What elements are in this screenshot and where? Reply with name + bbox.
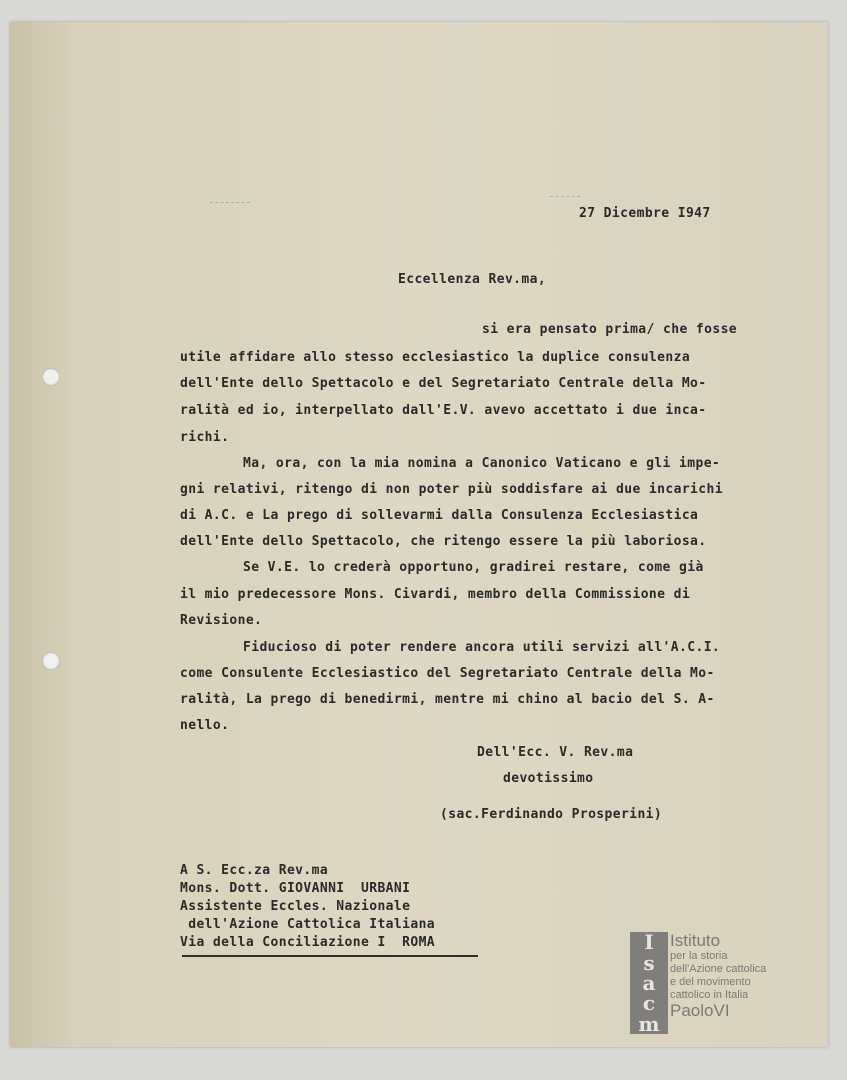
body-line: di A.C. e La prego di sollevarmi dalla Consulenza Ecclesiastica	[180, 508, 699, 523]
letter-date: 27 Dicembre I947	[579, 206, 711, 221]
body-line: ralità, La prego di benedirmi, mentre mi chino al bacio del S. A-	[180, 692, 715, 707]
closing-line: devotissimo	[503, 771, 594, 786]
body-line: Se V.E. lo crederà opportuno, gradirei restare, come già	[243, 560, 704, 575]
logo-line: Istituto	[670, 931, 721, 950]
body-line: dell'Ente dello Spettacolo, che ritengo essere la più laboriosa.	[180, 534, 707, 549]
logo-letter: a	[642, 970, 656, 995]
institute-logo	[630, 932, 780, 1036]
faint-mark-right	[550, 196, 580, 198]
address-line: Mons. Dott. GIOVANNI URBANI	[180, 881, 411, 896]
logo-letter: m	[638, 1011, 660, 1036]
address-line: A S. Ecc.za Rev.ma	[180, 863, 329, 878]
address-line: Assistente Eccles. Nazionale	[180, 899, 411, 914]
body-line: nello.	[180, 718, 230, 733]
faint-mark-left	[210, 202, 250, 204]
body-line: si era pensato prima/ che fosse	[482, 322, 738, 337]
salutation: Eccellenza Rev.ma,	[398, 272, 547, 287]
address-line: dell'Azione Cattolica Italiana	[180, 917, 436, 932]
address-line: Via della Conciliazione I ROMA	[180, 935, 436, 950]
body-line: Revisione.	[180, 613, 263, 628]
body-line: Fiducioso di poter rendere ancora utili servizi all'A.C.I.	[243, 640, 721, 655]
logo-line: per la storia	[670, 950, 728, 962]
body-line: il mio predecessore Mons. Civardi, membro della Commissione di	[180, 587, 691, 602]
signature: (sac.Ferdinando Prosperini)	[440, 807, 663, 822]
logo-line: cattolico in Italia	[670, 989, 749, 1001]
logo-wordmark	[670, 932, 780, 1020]
body-line: richi.	[180, 430, 230, 445]
logo-line: PaoloVI	[670, 1001, 730, 1020]
logo-monogram	[630, 932, 668, 1034]
punch-hole-top	[42, 368, 60, 386]
body-line: come Consulente Ecclesiastico del Segretariato Centrale della Mo-	[180, 666, 715, 681]
address-underline	[182, 955, 478, 957]
closing-line: Dell'Ecc. V. Rev.ma	[477, 745, 634, 760]
punch-hole-bottom	[42, 652, 60, 670]
logo-letter: I	[644, 930, 654, 955]
body-line: Ma, ora, con la mia nomina a Canonico Vaticano e gli impe-	[243, 456, 721, 471]
body-line: ralità ed io, interpellato dall'E.V. avevo accettato i due inca-	[180, 403, 707, 418]
body-line: utile affidare allo stesso ecclesiastico la duplice consulenza	[180, 350, 691, 365]
logo-line: e del movimento	[670, 976, 751, 988]
logo-letter: s	[643, 950, 655, 975]
body-line: dell'Ente dello Spettacolo e del Segretariato Centrale della Mo-	[180, 376, 707, 391]
body-line: gni relativi, ritengo di non poter più soddisfare ai due incarichi	[180, 482, 723, 497]
logo-letter: c	[642, 991, 656, 1016]
logo-line: dell'Azione cattolica	[670, 963, 767, 975]
